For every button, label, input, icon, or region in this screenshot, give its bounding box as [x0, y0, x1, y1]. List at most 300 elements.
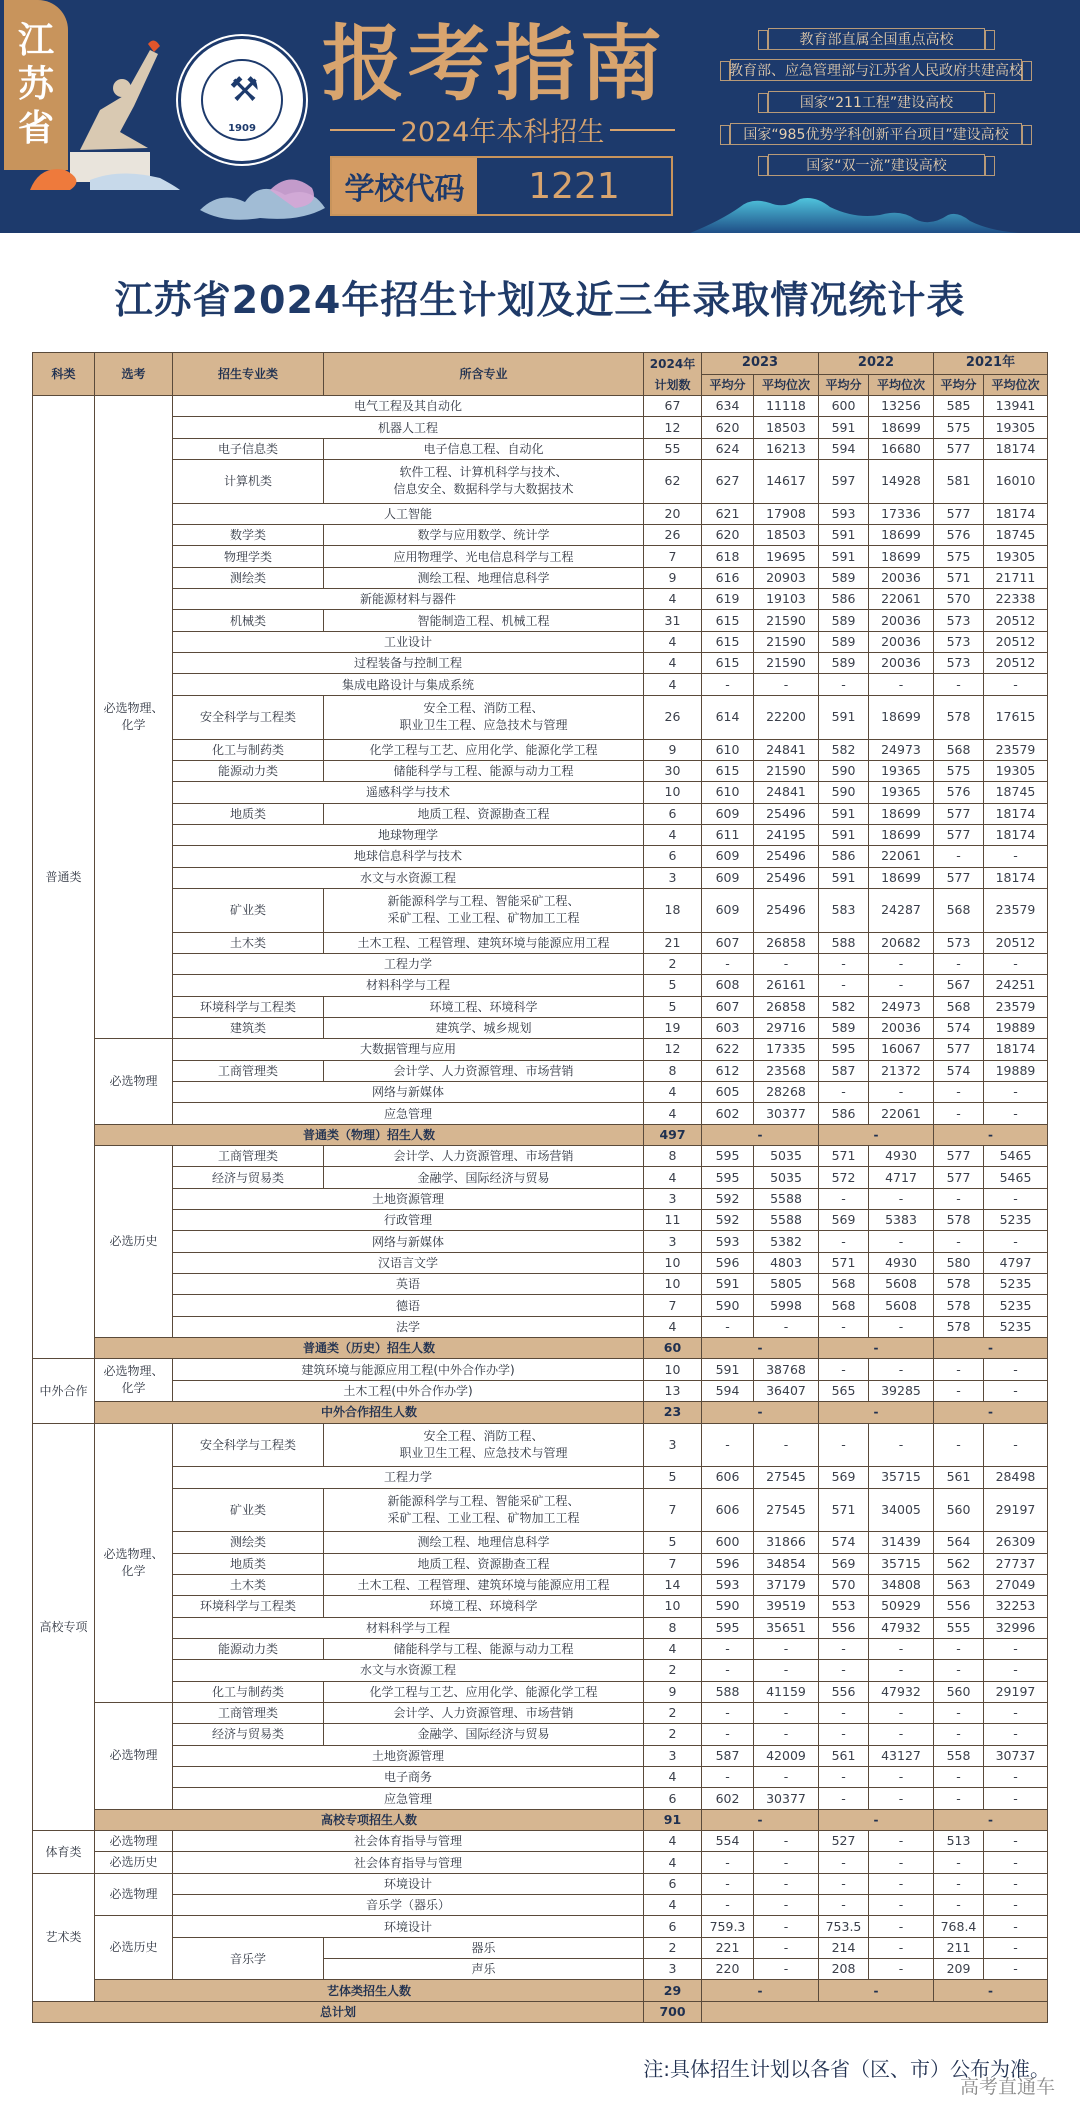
xuankao-cell: 必选历史	[95, 1146, 173, 1338]
total-plan: 700	[644, 2001, 702, 2022]
avg-score-2021: 574	[934, 1060, 984, 1081]
avg-rank-2021: 27049	[984, 1574, 1048, 1595]
avg-rank-2022: 24287	[869, 888, 934, 932]
avg-score-2022: 569	[819, 1553, 869, 1574]
avg-rank-2023: 17335	[754, 1039, 819, 1060]
avg-rank-2021: 23579	[984, 888, 1048, 932]
avg-rank-2023: 5998	[754, 1295, 819, 1316]
avg-rank-2022: -	[869, 1916, 934, 1937]
plan-cell: 6	[644, 1788, 702, 1809]
avg-score-2023: 606	[702, 1467, 754, 1488]
plan-cell: 4	[644, 1638, 702, 1659]
avg-rank-2021: 5465	[984, 1146, 1048, 1167]
table-row	[33, 824, 1048, 845]
majors-line: 信息安全、数据科学与大数据技术	[393, 482, 574, 497]
majors-cell: 建筑环境与能源应用工程(中外合作办学)	[173, 1359, 644, 1380]
admission-table	[32, 352, 1048, 2023]
avg-score-2022: 588	[819, 932, 869, 953]
plan-cell: 5	[644, 1532, 702, 1553]
avg-rank-2023: -	[754, 1852, 819, 1873]
majors-line: 职业卫生工程、应急技术与管理	[399, 1445, 568, 1460]
avg-score-2023: 607	[702, 996, 754, 1017]
majors-cell: 社会体育指导与管理	[173, 1831, 644, 1852]
avg-rank-2022: 14928	[869, 460, 934, 504]
avg-rank-2021: 19305	[984, 546, 1048, 567]
table-row	[33, 1467, 1048, 1488]
avg-score-2022: 600	[819, 396, 869, 417]
avg-rank-2021: -	[984, 1724, 1048, 1745]
avg-score-2021: 209	[934, 1959, 984, 1980]
province-char: 省	[17, 108, 54, 149]
avg-score-2022: 593	[819, 503, 869, 524]
avg-score-2023: 622	[702, 1039, 754, 1060]
avg-score-2021: 577	[934, 1167, 984, 1188]
avg-rank-2023: 16213	[754, 438, 819, 459]
majors-line: 采矿工程、工业工程、矿物加工工程	[387, 1510, 580, 1525]
avg-score-2022: 591	[819, 546, 869, 567]
avg-score-2023: 600	[702, 1532, 754, 1553]
majors-cell: 过程装备与控制工程	[173, 653, 644, 674]
plan-cell: 55	[644, 438, 702, 459]
majors-line: 安全工程、消防工程、	[423, 1428, 544, 1443]
table-row	[33, 932, 1048, 953]
avg-score-2022: 569	[819, 1467, 869, 1488]
avg-rank-2021: 32996	[984, 1617, 1048, 1638]
majors-cell: 社会体育指导与管理	[173, 1852, 644, 1873]
avg-rank-2023: -	[754, 1423, 819, 1467]
avg-score-2022: 556	[819, 1617, 869, 1638]
avg-rank-2021: -	[984, 1788, 1048, 1809]
majors-cell: 网络与新媒体	[173, 1082, 644, 1103]
avg-score-2021: 568	[934, 739, 984, 760]
avg-rank-2021: -	[984, 1895, 1048, 1916]
avg-score-2022: 590	[819, 760, 869, 781]
avg-score-2021: 577	[934, 1146, 984, 1167]
avg-score-2021: 576	[934, 525, 984, 546]
table-row	[33, 1788, 1048, 1809]
table-row	[33, 1082, 1048, 1103]
majors-cell: 应急管理	[173, 1788, 644, 1809]
plan-cell: 4	[644, 631, 702, 652]
table-row	[33, 1767, 1048, 1788]
avg-rank-2022: -	[869, 1959, 934, 1980]
majors-cell	[324, 695, 644, 739]
avg-score-2023: 759.3	[702, 1916, 754, 1937]
avg-rank-2023: 39519	[754, 1596, 819, 1617]
avg-score-2021: 576	[934, 782, 984, 803]
avg-rank-2021: -	[984, 1103, 1048, 1124]
avg-rank-2023: -	[754, 1937, 819, 1958]
avg-score-2022: 583	[819, 888, 869, 932]
avg-score-2022: 568	[819, 1295, 869, 1316]
plan-cell: 62	[644, 460, 702, 504]
avg-score-2022: 589	[819, 631, 869, 652]
table-row	[33, 1167, 1048, 1188]
avg-rank-2022: 20036	[869, 631, 934, 652]
subtotal-dash: -	[702, 1809, 819, 1830]
avg-rank-2022: -	[869, 1873, 934, 1894]
avg-score-2022: 208	[819, 1959, 869, 1980]
avg-score-2021: -	[934, 1873, 984, 1894]
mountain-decoration	[690, 185, 1020, 233]
avg-rank-2021: 5235	[984, 1316, 1048, 1337]
subtotal-dash: -	[819, 1124, 934, 1145]
xuankao-cell: 必选物理、化学	[95, 1359, 173, 1402]
plan-cell: 4	[644, 674, 702, 695]
avg-score-2022: 568	[819, 1274, 869, 1295]
table-row	[33, 1295, 1048, 1316]
plan-cell: 7	[644, 546, 702, 567]
plan-cell: 4	[644, 1167, 702, 1188]
plan-cell: 4	[644, 1103, 702, 1124]
table-row	[33, 1316, 1048, 1337]
table-row	[33, 695, 1048, 739]
header-avg-score: 平均分	[819, 374, 869, 396]
avg-rank-2022: 13256	[869, 396, 934, 417]
avg-score-2022: 591	[819, 867, 869, 888]
subtotal-plan: 29	[644, 1980, 702, 2001]
majors-cell: 网络与新媒体	[173, 1231, 644, 1252]
avg-rank-2022: 39285	[869, 1380, 934, 1401]
table-row	[33, 1231, 1048, 1252]
category-cell: 测绘类	[173, 567, 324, 588]
avg-rank-2023: -	[754, 1638, 819, 1659]
table-row	[33, 996, 1048, 1017]
plan-cell: 7	[644, 1488, 702, 1532]
avg-rank-2022: -	[869, 1724, 934, 1745]
majors-cell: 水文与水资源工程	[173, 867, 644, 888]
school-code-value: 1221	[528, 165, 620, 207]
avg-score-2023: 618	[702, 546, 754, 567]
majors-cell: 金融学、国际经济与贸易	[324, 1724, 644, 1745]
xuankao-cell: 必选物理	[95, 1873, 173, 1916]
avg-score-2023: 592	[702, 1188, 754, 1209]
category-cell: 音乐学	[173, 1937, 324, 1980]
category-cell: 化工与制药类	[173, 1681, 324, 1702]
avg-rank-2021: 28498	[984, 1467, 1048, 1488]
majors-cell: 智能制造工程、机械工程	[324, 610, 644, 631]
avg-score-2023: -	[702, 1852, 754, 1873]
avg-rank-2021: 22338	[984, 589, 1048, 610]
watermark: 高考直通车	[959, 2076, 1055, 2098]
avg-score-2022: 591	[819, 803, 869, 824]
avg-rank-2022: -	[869, 953, 934, 974]
plan-cell: 6	[644, 803, 702, 824]
avg-rank-2022: 16067	[869, 1039, 934, 1060]
seal-year: 1909	[228, 123, 256, 134]
avg-score-2023: 615	[702, 653, 754, 674]
category-cell: 电子信息类	[173, 438, 324, 459]
plan-cell: 13	[644, 1380, 702, 1401]
subtotal-dash: -	[934, 1124, 1048, 1145]
plan-cell: 2	[644, 1660, 702, 1681]
avg-score-2023: 596	[702, 1553, 754, 1574]
majors-line: 安全工程、消防工程、	[423, 701, 544, 716]
avg-rank-2022: -	[869, 975, 934, 996]
avg-score-2022: -	[819, 975, 869, 996]
avg-score-2022: 586	[819, 1103, 869, 1124]
plan-cell: 2	[644, 1702, 702, 1723]
majors-cell: 地球物理学	[173, 824, 644, 845]
avg-score-2022: 591	[819, 417, 869, 438]
avg-score-2022: 572	[819, 1167, 869, 1188]
majors-cell: 工程力学	[173, 953, 644, 974]
table-row	[33, 975, 1048, 996]
avg-score-2021: -	[934, 846, 984, 867]
avg-rank-2022: -	[869, 674, 934, 695]
table-row	[33, 1210, 1048, 1231]
avg-score-2021: 561	[934, 1467, 984, 1488]
subtotal-row	[33, 1338, 1048, 1359]
xuankao-cell: 必选物理	[95, 1831, 173, 1852]
table-row	[33, 1488, 1048, 1532]
avg-rank-2022: -	[869, 1702, 934, 1723]
majors-cell: 环境工程、环境科学	[324, 996, 644, 1017]
avg-score-2022: -	[819, 1767, 869, 1788]
majors-cell	[324, 460, 644, 504]
table-row	[33, 739, 1048, 760]
avg-rank-2021: 17615	[984, 695, 1048, 739]
avg-rank-2023: 22200	[754, 695, 819, 739]
subtitle	[330, 110, 675, 149]
avg-rank-2021: 18745	[984, 525, 1048, 546]
avg-score-2023: -	[702, 953, 754, 974]
header-year-2021: 2021年	[934, 353, 1048, 375]
avg-rank-2021: -	[984, 1937, 1048, 1958]
avg-rank-2023: 5035	[754, 1167, 819, 1188]
avg-score-2022: 553	[819, 1596, 869, 1617]
avg-score-2021: 577	[934, 867, 984, 888]
avg-rank-2023: 24841	[754, 782, 819, 803]
avg-score-2023: 221	[702, 1937, 754, 1958]
table-row	[33, 460, 1048, 504]
avg-rank-2023: -	[754, 1831, 819, 1852]
header-plan-line2: 计划数	[644, 374, 702, 396]
avg-score-2023: 611	[702, 824, 754, 845]
avg-rank-2023: 30377	[754, 1103, 819, 1124]
avg-score-2023: 602	[702, 1103, 754, 1124]
avg-score-2021: -	[934, 1767, 984, 1788]
avg-score-2023: 607	[702, 932, 754, 953]
majors-line: 新能源科学与工程、智能采矿工程、	[387, 1493, 580, 1508]
plan-cell: 4	[644, 1082, 702, 1103]
avg-rank-2023: 21590	[754, 653, 819, 674]
table-row	[33, 546, 1048, 567]
avg-rank-2023: -	[754, 1767, 819, 1788]
plan-cell: 7	[644, 1295, 702, 1316]
avg-rank-2021: 18174	[984, 824, 1048, 845]
avg-score-2023: 619	[702, 589, 754, 610]
majors-cell: 工业设计	[173, 631, 644, 652]
avg-rank-2021: 32253	[984, 1596, 1048, 1617]
avg-score-2022: 589	[819, 610, 869, 631]
plan-cell: 14	[644, 1574, 702, 1595]
avg-rank-2021: -	[984, 1380, 1048, 1401]
avg-rank-2021: 5465	[984, 1167, 1048, 1188]
subtotal-dash: -	[819, 1980, 934, 2001]
plan-cell: 20	[644, 503, 702, 524]
table-body	[33, 396, 1048, 2023]
avg-rank-2022: 21372	[869, 1060, 934, 1081]
avg-score-2021: 568	[934, 888, 984, 932]
majors-line: 软件工程、计算机科学与技术、	[399, 465, 568, 480]
avg-score-2021: 575	[934, 546, 984, 567]
avg-rank-2023: 25496	[754, 846, 819, 867]
avg-score-2023: -	[702, 1702, 754, 1723]
table-row	[33, 438, 1048, 459]
majors-cell: 遥感科学与技术	[173, 782, 644, 803]
total-empty	[702, 2001, 1048, 2022]
avg-rank-2022: 19365	[869, 760, 934, 781]
avg-rank-2021: -	[984, 1702, 1048, 1723]
avg-rank-2022: 18699	[869, 417, 934, 438]
majors-cell: 行政管理	[173, 1210, 644, 1231]
avg-score-2023: 612	[702, 1060, 754, 1081]
avg-rank-2021: 4797	[984, 1252, 1048, 1273]
subtotal-dash: -	[934, 1980, 1048, 2001]
avg-score-2022: 582	[819, 739, 869, 760]
plan-cell: 10	[644, 1359, 702, 1380]
subtotal-dash: -	[819, 1402, 934, 1423]
avg-score-2023: -	[702, 1638, 754, 1659]
kelei-cell: 中外合作	[33, 1359, 95, 1423]
avg-rank-2023: 21590	[754, 610, 819, 631]
avg-score-2022: -	[819, 1316, 869, 1337]
avg-score-2022: 574	[819, 1532, 869, 1553]
table-row	[33, 1702, 1048, 1723]
avg-rank-2022: 4930	[869, 1252, 934, 1273]
total-row	[33, 2001, 1048, 2022]
subtotal-dash: -	[934, 1809, 1048, 1830]
avg-score-2022: 569	[819, 1210, 869, 1231]
avg-rank-2022: -	[869, 1767, 934, 1788]
avg-rank-2021: 20512	[984, 932, 1048, 953]
avg-score-2023: 595	[702, 1167, 754, 1188]
avg-rank-2022: 5608	[869, 1295, 934, 1316]
majors-cell: 新能源材料与器件	[173, 589, 644, 610]
majors-cell: 集成电路设计与集成系统	[173, 674, 644, 695]
avg-score-2021: 577	[934, 438, 984, 459]
header-year-2022: 2022	[819, 353, 934, 375]
table-row	[33, 631, 1048, 652]
avg-rank-2022: -	[869, 1895, 934, 1916]
avg-score-2021: 564	[934, 1532, 984, 1553]
avg-rank-2021: -	[984, 1359, 1048, 1380]
xuankao-cell: 必选物理、化学	[95, 1423, 173, 1702]
category-cell: 环境科学与工程类	[173, 996, 324, 1017]
avg-score-2021: -	[934, 1188, 984, 1209]
avg-rank-2023: 18503	[754, 417, 819, 438]
avg-rank-2022: -	[869, 1852, 934, 1873]
avg-rank-2022: 22061	[869, 1103, 934, 1124]
table-row	[33, 953, 1048, 974]
avg-rank-2021: 21711	[984, 567, 1048, 588]
avg-score-2021: 568	[934, 996, 984, 1017]
majors-cell: 汉语言文学	[173, 1252, 644, 1273]
avg-score-2021: -	[934, 1724, 984, 1745]
avg-score-2023: 624	[702, 438, 754, 459]
xuankao-cell: 必选物理	[95, 1702, 173, 1809]
avg-rank-2022: -	[869, 1660, 934, 1681]
avg-score-2022: -	[819, 1724, 869, 1745]
table-row	[33, 803, 1048, 824]
avg-score-2021: 555	[934, 1617, 984, 1638]
plan-cell: 9	[644, 567, 702, 588]
majors-cell: 材料科学与工程	[173, 1617, 644, 1638]
avg-rank-2023: -	[754, 1724, 819, 1745]
avg-rank-2023: 5805	[754, 1274, 819, 1295]
avg-score-2022: 591	[819, 695, 869, 739]
category-cell: 能源动力类	[173, 1638, 324, 1659]
xuankao-cell: 必选物理、化学	[95, 396, 173, 1039]
avg-score-2023: 602	[702, 1788, 754, 1809]
avg-score-2023: 609	[702, 867, 754, 888]
avg-score-2023: 615	[702, 631, 754, 652]
avg-score-2021: 562	[934, 1553, 984, 1574]
avg-rank-2021: -	[984, 1188, 1048, 1209]
avg-rank-2023: 19695	[754, 546, 819, 567]
avg-score-2021: -	[934, 1895, 984, 1916]
avg-rank-2021: 30737	[984, 1745, 1048, 1766]
avg-score-2021: -	[934, 953, 984, 974]
avg-rank-2023: 35651	[754, 1617, 819, 1638]
avg-rank-2023: 37179	[754, 1574, 819, 1595]
avg-score-2021: 577	[934, 803, 984, 824]
avg-rank-2022: 17336	[869, 503, 934, 524]
plan-cell: 4	[644, 824, 702, 845]
avg-rank-2023: 24195	[754, 824, 819, 845]
avg-score-2021: 570	[934, 589, 984, 610]
avg-rank-2021: 18174	[984, 503, 1048, 524]
statue-illustration	[30, 40, 180, 190]
avg-score-2021: -	[934, 1660, 984, 1681]
table-row	[33, 1532, 1048, 1553]
majors-cell: 地质工程、资源勘查工程	[324, 803, 644, 824]
table-row	[33, 1553, 1048, 1574]
avg-rank-2021: -	[984, 1638, 1048, 1659]
school-code-box	[330, 156, 673, 216]
avg-score-2023: 595	[702, 1146, 754, 1167]
avg-score-2022: 214	[819, 1937, 869, 1958]
plan-cell: 30	[644, 760, 702, 781]
category-cell: 安全科学与工程类	[173, 695, 324, 739]
avg-score-2022: 594	[819, 438, 869, 459]
badge: 国家“双一流”建设高校	[768, 154, 985, 176]
avg-score-2022: -	[819, 1873, 869, 1894]
category-cell: 矿业类	[173, 888, 324, 932]
avg-rank-2023: 24841	[754, 739, 819, 760]
avg-score-2023: -	[702, 1724, 754, 1745]
avg-rank-2022: 24973	[869, 996, 934, 1017]
avg-score-2023: 614	[702, 695, 754, 739]
majors-cell: 会计学、人力资源管理、市场营销	[324, 1146, 644, 1167]
avg-score-2023: 594	[702, 1380, 754, 1401]
kelei-cell: 体育类	[33, 1831, 95, 1874]
avg-score-2021: 577	[934, 503, 984, 524]
header-category: 招生专业类	[173, 353, 324, 396]
avg-score-2022: 527	[819, 1831, 869, 1852]
table-row	[33, 760, 1048, 781]
avg-rank-2021: 5235	[984, 1210, 1048, 1231]
plan-cell: 2	[644, 1724, 702, 1745]
plan-cell: 3	[644, 1423, 702, 1467]
avg-score-2022: -	[819, 1895, 869, 1916]
avg-score-2023: 620	[702, 417, 754, 438]
category-cell: 工商管理类	[173, 1702, 324, 1723]
avg-score-2023: 627	[702, 460, 754, 504]
avg-score-2022: -	[819, 1852, 869, 1873]
avg-score-2023: 615	[702, 760, 754, 781]
